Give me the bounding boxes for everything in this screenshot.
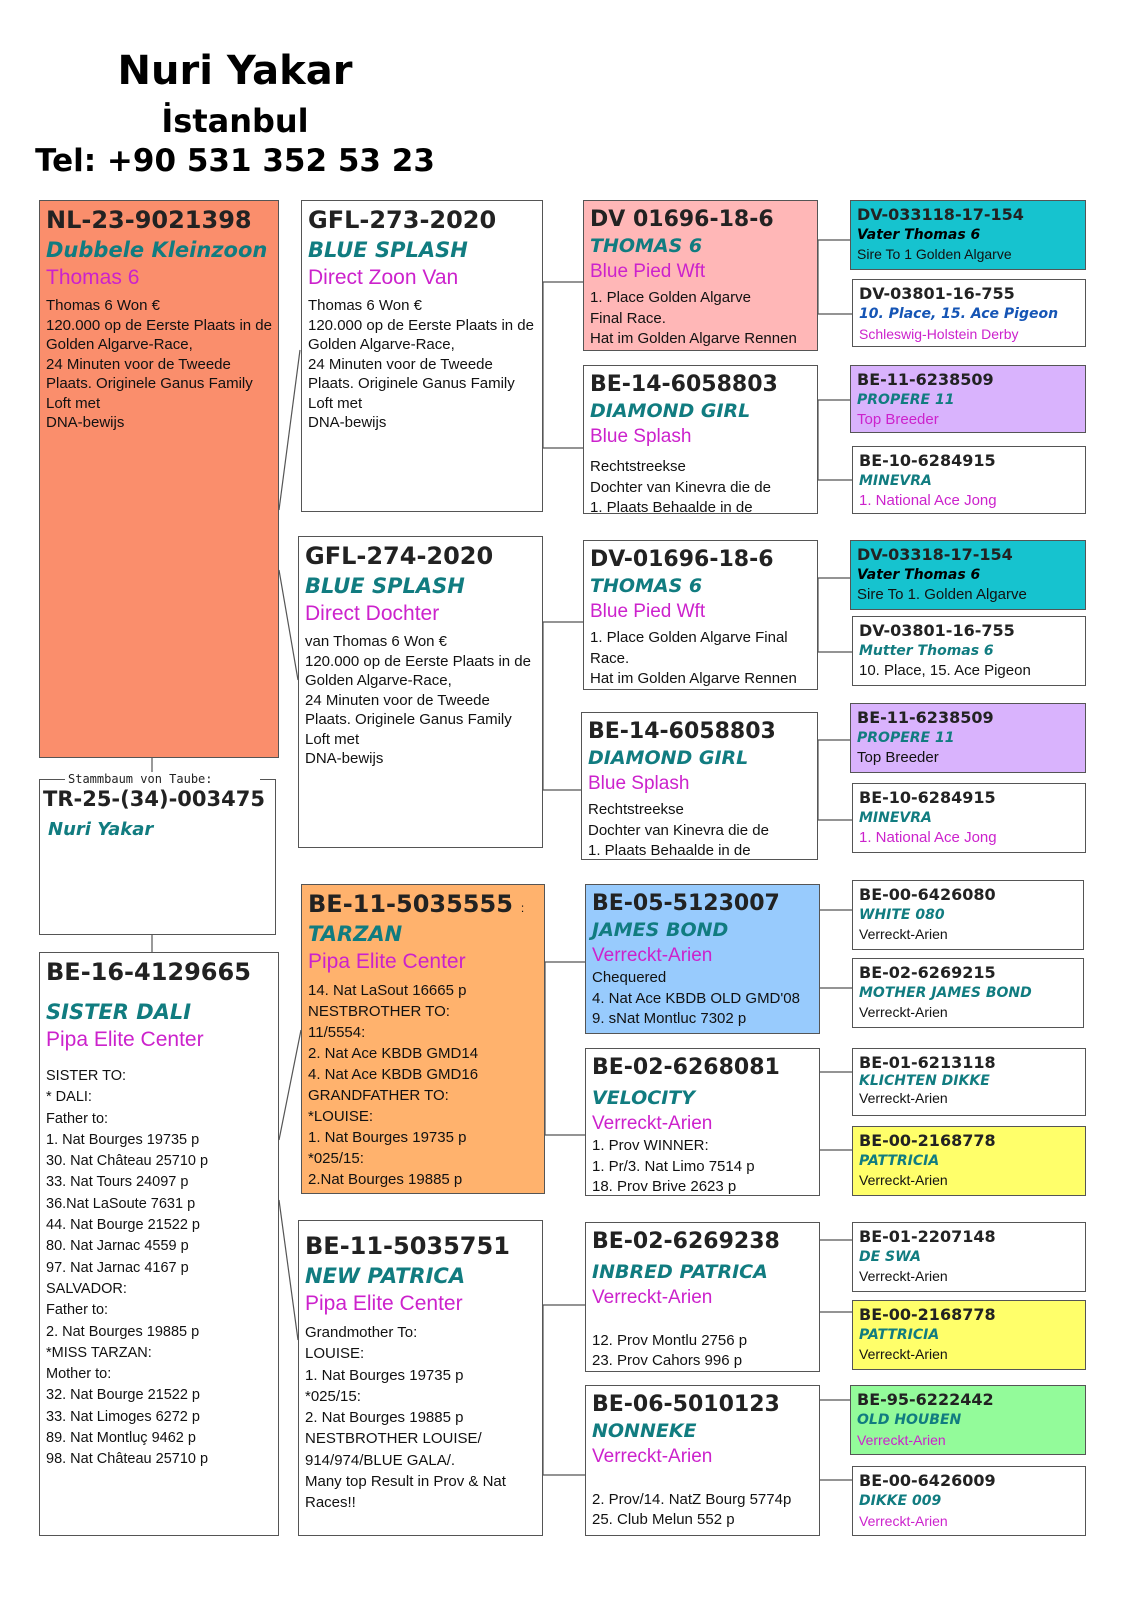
gen4-14-text: Verreckt-Arien	[859, 1346, 948, 1362]
stammbaum-label: Stammbaum von Taube:	[68, 772, 213, 786]
breeder-phone: Tel: +90 531 352 53 23	[35, 143, 435, 179]
gen4-4-color: 1. National Ace Jong	[859, 492, 997, 509]
gen2-4-text: Grandmother To: LOUISE: 1. Nat Bourges 19735 p *025/15: 2. Nat Bourges 19885 p NESTBROTHER LOUISE/ 914/974/BLUE GALA/. Many top Result in Prov & Nat Races!!	[305, 1324, 506, 1512]
gen4-1-ring: DV-033118-17-154	[857, 205, 1024, 224]
gen4-7-name: PROPERE 11	[857, 730, 955, 746]
gen4-15-ring: BE-95-6222442	[857, 1390, 994, 1409]
gen2-3-ring-row	[308, 889, 538, 920]
gen4-card-6	[852, 616, 1086, 686]
gen4-6-text: 10. Place, 15. Ace Pigeon	[859, 662, 1031, 679]
gen4-3-color: Top Breeder	[857, 411, 939, 428]
gen3-8-text: 2. Prov/14. NatZ Bourg 5774p 25. Club Melun 552 p	[592, 1490, 792, 1528]
gen4-9-ring: BE-00-6426080	[859, 885, 996, 904]
gen4-13-name: DE SWA	[859, 1249, 921, 1265]
gen4-card-11	[852, 1048, 1086, 1116]
gen3-1-text: 1. Place Golden Algarve Final Race. Hat im Golden Algarve Rennen	[590, 289, 797, 347]
gen4-card-12	[852, 1126, 1086, 1196]
gen2-1-text: Thomas 6 Won € 120.000 op de Eerste Plaats in de Golden Algarve-Race, 24 Minuten voor de Tweede Plaats. Originele Ganus Family Loft met DNA-bewijs	[308, 297, 534, 431]
gen3-1-color: Blue Pied Wft	[590, 261, 706, 282]
dam-pigeon-card	[39, 952, 279, 1536]
gen3-card-8	[585, 1385, 820, 1536]
stammbaum-top-border-left	[39, 779, 65, 780]
gen2-card-2	[298, 536, 543, 848]
gen3-7-ring: BE-02-6269238	[592, 1229, 780, 1254]
gen4-11-ring: BE-01-6213118	[859, 1053, 996, 1072]
dam-color: Pipa Elite Center	[46, 1028, 204, 1051]
gen4-16-name: DIKKE 009	[859, 1493, 942, 1509]
gen3-7-color: Verreckt-Arien	[592, 1287, 713, 1308]
gen4-5-name: Vater Thomas 6	[857, 567, 981, 583]
gen4-8-ring: BE-10-6284915	[859, 788, 996, 807]
gen3-5-name: JAMES BOND	[592, 919, 729, 941]
gen3-3-ring: DV-01696-18-6	[590, 547, 774, 572]
gen3-4-ring: BE-14-6058803	[588, 719, 776, 744]
gen4-13-text: Verreckt-Arien	[859, 1268, 948, 1284]
gen4-card-8	[852, 783, 1086, 853]
gen2-3-color: Pipa Elite Center	[308, 950, 466, 973]
gen3-5-ring: BE-05-5123007	[592, 891, 780, 916]
gen2-1-name: BLUE SPLASH	[308, 238, 468, 262]
gen3-6-ring: BE-02-6268081	[592, 1055, 780, 1080]
gen3-3-text: 1. Place Golden Algarve Final Race. Hat im Golden Algarve Rennen	[590, 629, 797, 687]
gen4-2-ring: DV-03801-16-755	[859, 284, 1015, 303]
gen4-7-ring: BE-11-6238509	[857, 708, 994, 727]
gen4-1-text: Sire To 1 Golden Algarve	[857, 246, 1012, 262]
gen4-2-color: Schleswig-Holstein Derby	[859, 326, 1019, 342]
gen3-5-text: Chequered 4. Nat Ace KBDB OLD GMD'08 9. sNat Montluc 7302 p	[592, 969, 800, 1027]
gen4-6-name: Mutter Thomas 6	[859, 643, 994, 659]
gen4-card-10	[852, 958, 1084, 1028]
gen3-1-ring: DV 01696-18-6	[590, 207, 774, 232]
gen2-card-3	[301, 884, 545, 1194]
gen4-card-13	[852, 1222, 1086, 1292]
gen4-5-text: Sire To 1. Golden Algarve	[857, 586, 1027, 603]
gen4-1-name: Vater Thomas 6	[857, 227, 981, 243]
stammbaum-owner: Nuri Yakar	[48, 819, 154, 840]
gen4-card-1	[850, 200, 1086, 270]
gen3-6-name: VELOCITY	[592, 1087, 695, 1109]
gen2-2-name: BLUE SPLASH	[305, 574, 465, 598]
gen4-9-name: WHITE 080	[859, 907, 945, 923]
breeder-name: Nuri Yakar	[117, 48, 353, 94]
gen4-card-15	[850, 1385, 1086, 1455]
gen3-5-color: Verreckt-Arien	[592, 945, 713, 966]
gen4-12-ring: BE-00-2168778	[859, 1131, 996, 1150]
gen4-12-text: Verreckt-Arien	[859, 1172, 948, 1188]
gen3-2-name: DIAMOND GIRL	[590, 400, 751, 422]
gen2-2-text: van Thomas 6 Won € 120.000 op de Eerste Plaats in de Golden Algarve-Race, 24 Minuten voor de Tweede Plaats. Originele Ganus Family Loft met DNA-bewijs	[305, 633, 531, 767]
gen2-4-color: Pipa Elite Center	[305, 1292, 463, 1315]
gen3-2-text: Rechtstreekse Dochter van Kinevra die de 1. Plaats Behaalde in de	[590, 458, 771, 514]
gen3-6-color: Verreckt-Arien	[592, 1113, 713, 1134]
gen2-card-4	[298, 1220, 543, 1536]
gen4-13-ring: BE-01-2207148	[859, 1227, 996, 1246]
gen2-4-ring: BE-11-5035751	[305, 1232, 510, 1260]
gen3-card-5	[585, 884, 820, 1034]
gen2-3-name: TARZAN	[308, 922, 403, 946]
gen4-11-text: Verreckt-Arien	[859, 1090, 948, 1106]
stammbaum-ring-number: TR-25-(34)-003475	[43, 787, 265, 811]
gen3-8-color: Verreckt-Arien	[592, 1446, 713, 1467]
gen2-1-color: Direct Zoon Van	[308, 266, 459, 289]
gen4-card-4	[852, 446, 1086, 514]
gen4-card-5	[850, 540, 1086, 610]
gen4-12-name: PATTRICIA	[859, 1153, 940, 1169]
gen4-14-name: PATTRICIA	[859, 1327, 940, 1343]
gen3-8-ring: BE-06-5010123	[592, 1392, 780, 1417]
gen3-7-name: INBRED PATRICA	[592, 1261, 768, 1283]
gen4-9-text: Verreckt-Arien	[859, 926, 948, 942]
gen3-3-name: THOMAS 6	[590, 575, 703, 597]
gen2-2-color: Direct Dochter	[305, 602, 440, 625]
gen2-2-ring: GFL-274-2020	[305, 542, 494, 570]
gen3-1-name: THOMAS 6	[590, 235, 703, 257]
breeder-city: İstanbul	[161, 102, 309, 140]
gen2-3-ring: BE-11-5035555	[308, 890, 513, 918]
stammbaum-top-border-right	[260, 779, 276, 780]
gen4-2-name: 10. Place, 15. Ace Pigeon	[859, 306, 1059, 322]
subject-ring-number: NL-23-9021398	[46, 206, 252, 234]
gen4-card-7	[850, 703, 1086, 773]
gen4-card-14	[852, 1300, 1086, 1370]
gen2-1-ring: GFL-273-2020	[308, 206, 497, 234]
dam-ring-number: BE-16-4129665	[46, 958, 251, 986]
gen3-card-4	[581, 712, 818, 860]
gen3-card-7	[585, 1222, 820, 1372]
gen4-card-16	[852, 1466, 1086, 1536]
gen3-card-2	[583, 365, 818, 514]
gen4-3-ring: BE-11-6238509	[857, 370, 994, 389]
gen3-2-ring: BE-14-6058803	[590, 372, 778, 397]
gen4-7-text: Top Breeder	[857, 749, 939, 766]
gen2-3-ring-suffix: :	[520, 901, 525, 915]
gen4-card-3	[850, 365, 1086, 433]
gen3-7-text: 12. Prov Montlu 2756 p 23. Prov Cahors 996 p	[592, 1331, 748, 1369]
gen4-card-2	[852, 279, 1086, 347]
gen4-5-ring: DV-03318-17-154	[857, 545, 1013, 564]
gen4-6-ring: DV-03801-16-755	[859, 621, 1015, 640]
gen4-4-ring: BE-10-6284915	[859, 451, 996, 470]
subject-name: Dubbele Kleinzoon	[46, 238, 268, 262]
dam-text: SISTER TO: * DALI: Father to: 1. Nat Bourges 19735 p 30. Nat Château 25710 p 33. Nat Tours 24097 p 36.Nat LaSoute 7631 p 44. Nat Bourge 21522 p 80. Nat Jarnac 4559 p 97. Nat Jarnac 4167 p SALVADOR: Father to: 2. Nat Bourges 19885 p *MISS TARZAN: Mother to: 32. Nat Bourge 21522 p 33. Nat Limoges 6272 p 89. Nat Montluç 9462 p 98. Nat Château 25710 p	[46, 1068, 209, 1468]
gen2-3-text: 14. Nat LaSout 16665 p NESTBROTHER TO: 11/5554: 2. Nat Ace KBDB GMD14 4. Nat Ace KBDB GMD16 GRANDFATHER TO: *LOUISE: 1. Nat Bourges 19735 p *025/15: 2.Nat Bourges 19885 p	[308, 982, 479, 1188]
gen4-3-name: PROPERE 11	[857, 392, 955, 408]
gen4-14-ring: BE-00-2168778	[859, 1305, 996, 1324]
gen2-card-1	[301, 200, 543, 512]
gen4-4-name: MINEVRA	[859, 473, 932, 489]
gen3-2-color: Blue Splash	[590, 426, 692, 447]
gen4-15-color: Verreckt-Arien	[857, 1432, 946, 1448]
gen3-8-name: NONNEKE	[592, 1420, 697, 1442]
gen3-4-color: Blue Splash	[588, 773, 690, 794]
gen4-10-ring: BE-02-6269215	[859, 963, 996, 982]
gen4-11-name: KLICHTEN DIKKE	[859, 1073, 990, 1089]
gen4-8-name: MINEVRA	[859, 810, 932, 826]
gen3-card-1	[583, 200, 818, 351]
gen3-3-color: Blue Pied Wft	[590, 601, 706, 622]
gen3-4-name: DIAMOND GIRL	[588, 747, 749, 769]
gen3-card-3	[583, 540, 818, 690]
subject-color: Thomas 6	[46, 266, 140, 289]
gen3-card-6	[585, 1048, 820, 1196]
gen4-10-text: Verreckt-Arien	[859, 1004, 948, 1020]
gen4-10-name: MOTHER JAMES BOND	[859, 985, 1032, 1001]
dam-name: SISTER DALI	[46, 1000, 192, 1024]
gen4-16-color: Verreckt-Arien	[859, 1513, 948, 1529]
subject-pigeon-card	[39, 200, 279, 758]
subject-text: Thomas 6 Won € 120.000 op de Eerste Plaats in de Golden Algarve-Race, 24 Minuten voor de Tweede Plaats. Originele Ganus Family Loft met DNA-bewijs	[46, 297, 272, 431]
gen4-15-name: OLD HOUBEN	[857, 1412, 962, 1428]
gen3-4-text: Rechtstreekse Dochter van Kinevra die de 1. Plaats Behaalde in de	[588, 801, 769, 859]
gen4-16-ring: BE-00-6426009	[859, 1471, 996, 1490]
gen4-8-color: 1. National Ace Jong	[859, 829, 997, 846]
gen4-card-9	[852, 880, 1084, 950]
gen2-4-name: NEW PATRICA	[305, 1264, 466, 1288]
gen3-6-text: 1. Prov WINNER: 1. Pr/3. Nat Limo 7514 p 18. Prov Brive 2623 p	[592, 1137, 755, 1195]
